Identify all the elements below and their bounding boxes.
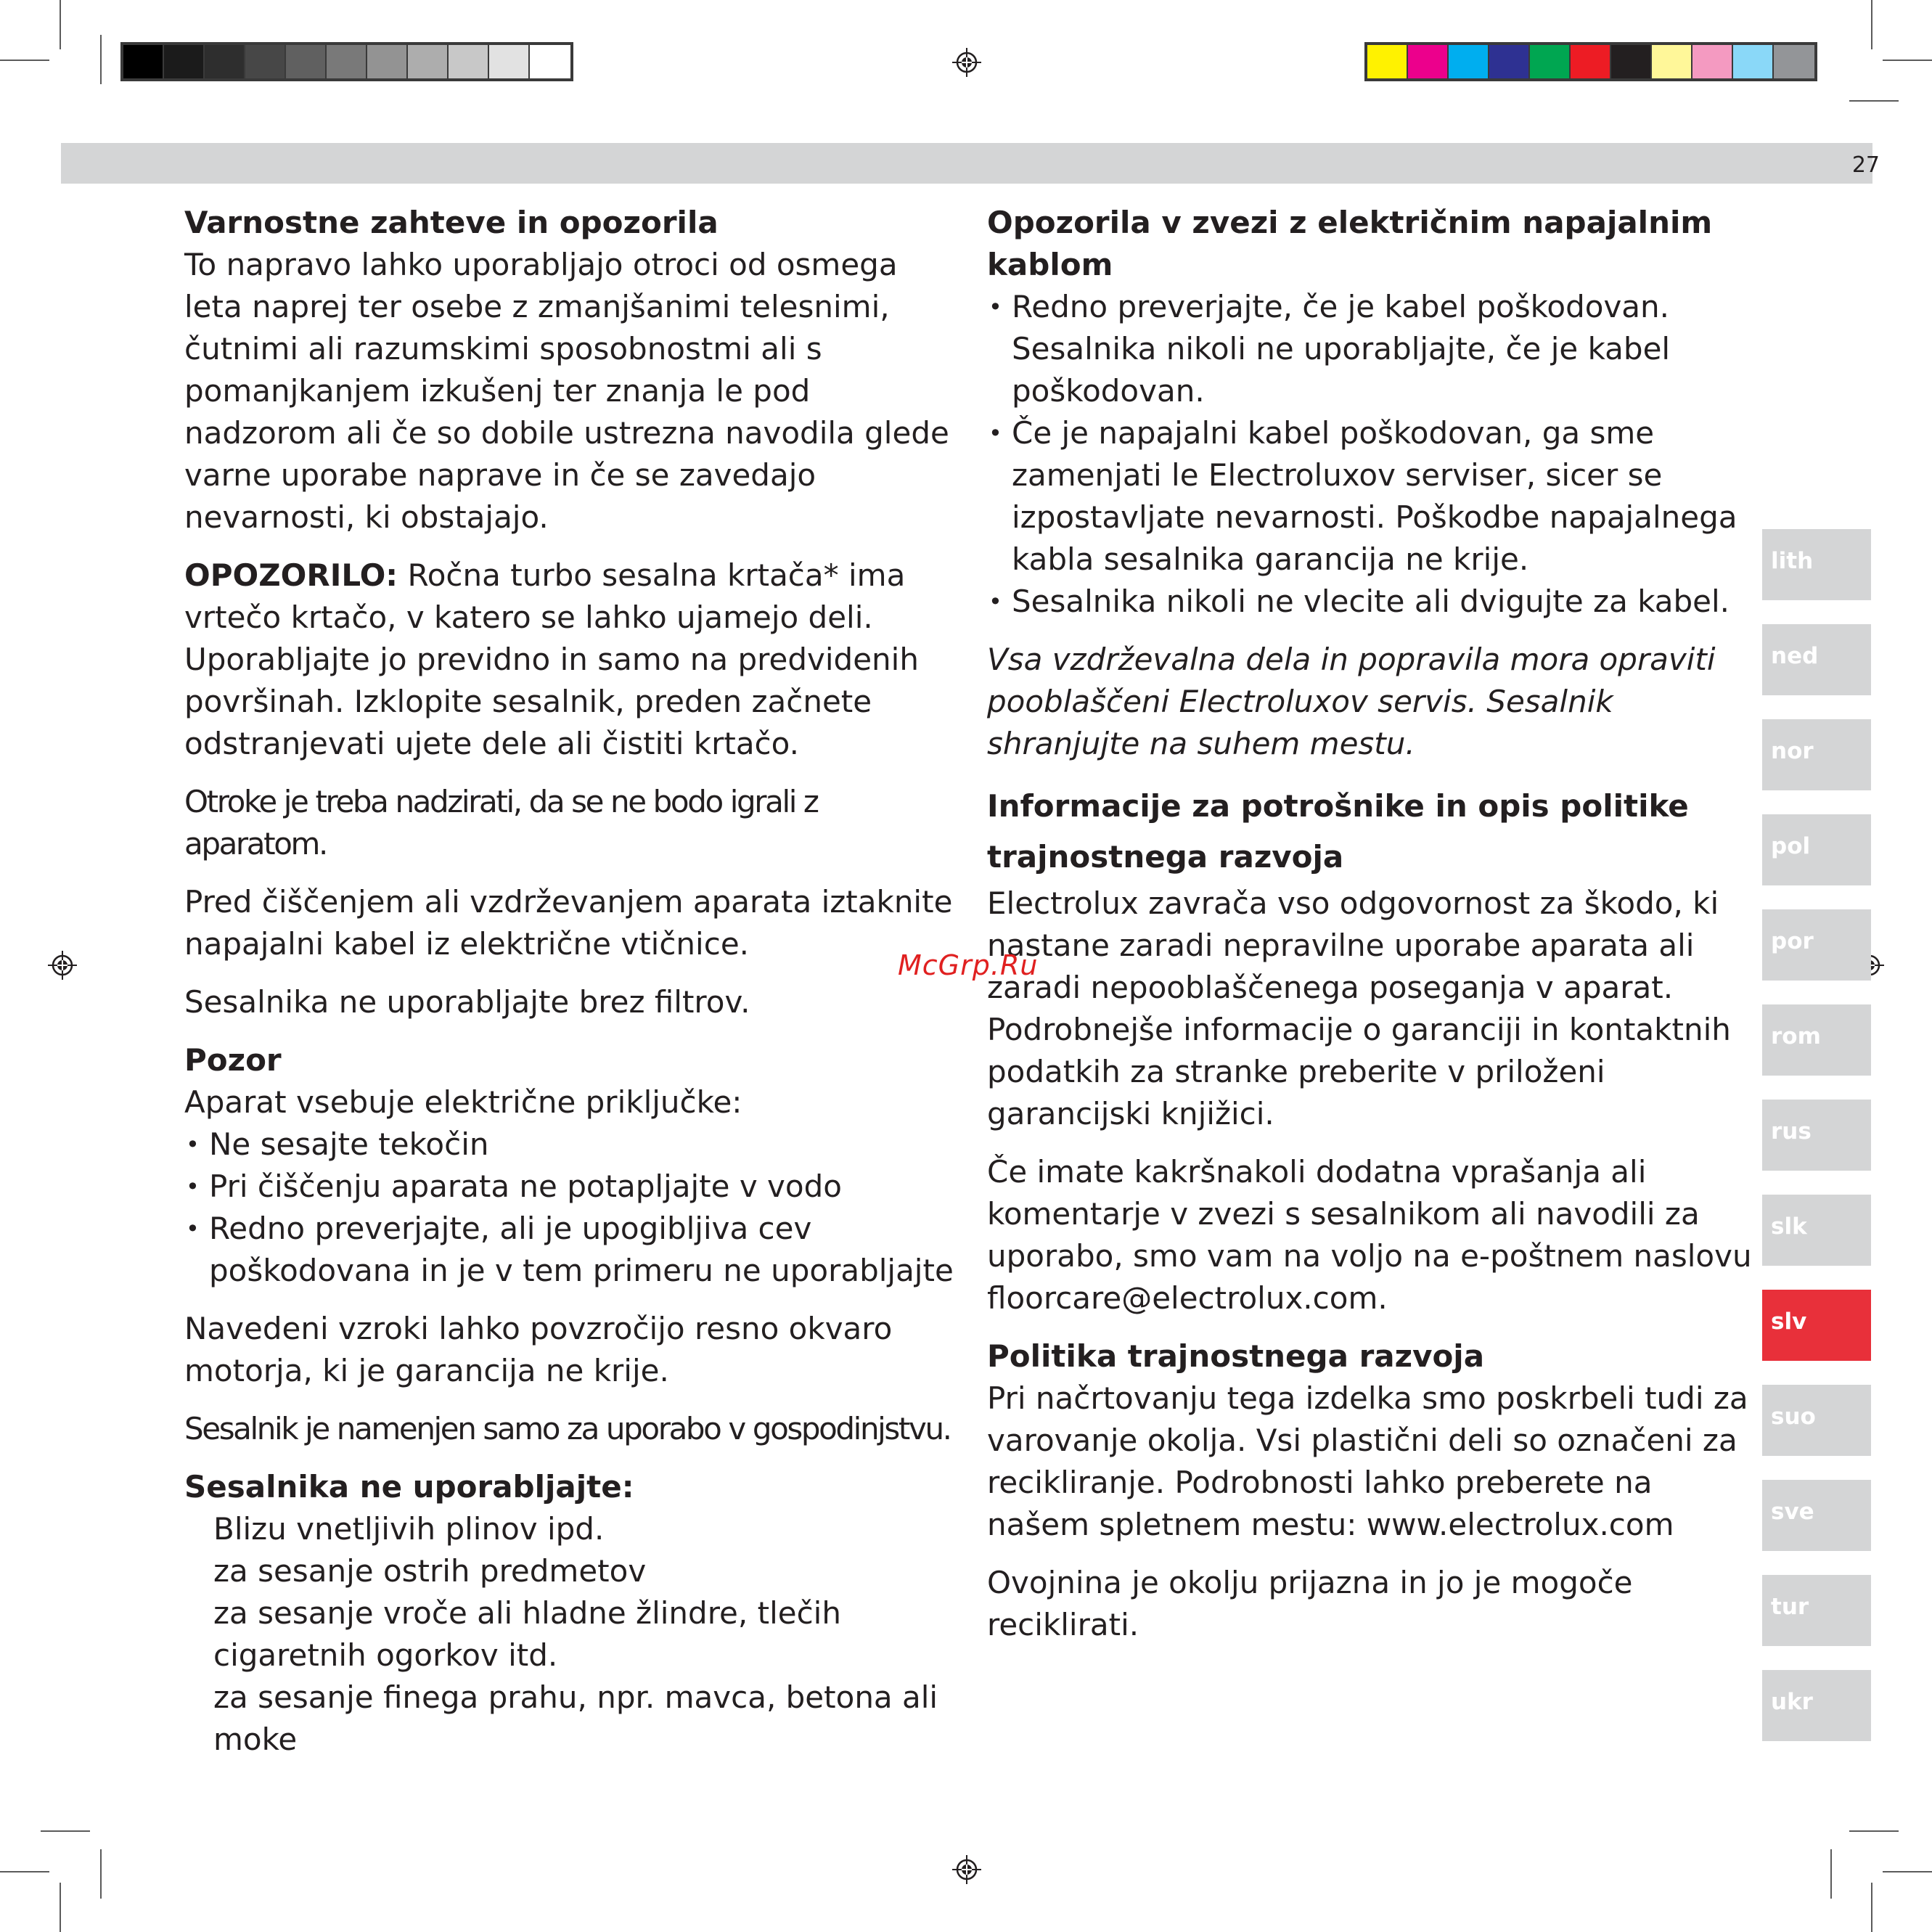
tab-rom[interactable]: rom (1762, 1004, 1871, 1076)
crop-mark (100, 35, 102, 84)
crop-mark (41, 1830, 90, 1832)
tab-rus[interactable]: rus (1762, 1100, 1871, 1171)
crop-mark (60, 1883, 61, 1932)
paragraph-caution: Aparat vsebuje električne priključke: (184, 1084, 742, 1120)
header-band (61, 143, 1872, 184)
heading-safety: Varnostne zahteve in opozorila (184, 205, 719, 240)
tab-lith[interactable]: lith (1762, 529, 1871, 600)
crop-mark (100, 1849, 102, 1899)
color-swatch (1652, 45, 1692, 78)
crop-mark (1871, 0, 1872, 49)
warning-text: Ročna turbo sesalna krtača* ima vrtečo krtačo, v katero se lahko ujamejo deli. Uporabljajte jo previdno in samo na predvidenih površinah. Izklopite sesalnik, preden začnete odstranjevati ujete dele ali čistiti krtačo. (184, 557, 919, 761)
tab-slk[interactable]: slk (1762, 1195, 1871, 1266)
tab-tur[interactable]: tur (1762, 1575, 1871, 1646)
crop-mark (0, 60, 49, 61)
paragraph-warning (184, 554, 954, 765)
color-swatch (530, 45, 570, 78)
crop-mark (1849, 100, 1899, 102)
crop-mark (1849, 1830, 1899, 1832)
color-swatch (1367, 45, 1408, 78)
list-item: • Ne sesajte tekočin (184, 1123, 954, 1166)
watermark: McGrp.Ru (898, 949, 1039, 981)
list-item: • Redno preverjajte, ali je upogibljiva cev poškodovana in je v tem primeru ne uporabljajte (184, 1208, 954, 1292)
paragraph-service: Vsa vzdrževalna dela in popravila mora opraviti pooblaščeni Electroluxov servis. Sesalnik shranjujte na suhem mestu. (987, 642, 1716, 761)
tab-pol[interactable]: pol (1762, 814, 1871, 885)
cable-list (987, 286, 1764, 623)
color-swatch (327, 45, 367, 78)
color-swatch (123, 45, 164, 78)
paragraph-damage: Navedeni vzroki lahko povzročijo resno okvaro motorja, ki je garancija ne krije. (184, 1311, 893, 1388)
tab-sve[interactable]: sve (1762, 1480, 1871, 1551)
list-item: za sesanje vroče ali hladne žlindre, tlečih cigaretnih ogorkov itd. (213, 1595, 841, 1673)
list-item: • Redno preverjajte, če je kabel poškodovan. Sesalnika nikoli ne uporabljajte, če je kabel poškodovan. (987, 286, 1764, 412)
tab-nor[interactable]: nor (1762, 719, 1871, 790)
heading-caution: Pozor (184, 1042, 282, 1078)
crop-mark (1883, 60, 1932, 61)
color-swatch (1571, 45, 1611, 78)
color-swatch (286, 45, 327, 78)
heading-cable: Opozorila v zvezi z električnim napajalnim kablom (987, 205, 1713, 282)
paragraph-packaging: Ovojnina je okolju prijazna in jo je mogoče reciklirati. (987, 1565, 1633, 1642)
paragraph-safety: To napravo lahko uporabljajo otroci od osmega leta naprej ter osebe z zmanjšanimi telesnimi, čutnimi ali razumskimi sposobnostmi ali s pomanjkanjem izkušenj ter znanja le pod nadzorom ali če so dobile ustrezna navodila glede varne uporabe naprave in če se zavedajo nevarnosti, ki obstajajo. (184, 247, 949, 535)
crop-mark (1871, 1883, 1872, 1932)
registration-mark-icon (48, 951, 77, 980)
registration-mark-icon (952, 1855, 981, 1884)
paragraph-children: Otroke je treba nadzirati, da se ne bodo igrali z aparatom. (184, 784, 818, 861)
grayscale-calibration-bar (120, 42, 573, 81)
tab-ukr[interactable]: ukr (1762, 1670, 1871, 1741)
color-swatch (1530, 45, 1571, 78)
tab-por[interactable]: por (1762, 909, 1871, 981)
list-item: • Pri čiščenju aparata ne potapljajte v vodo (184, 1166, 954, 1208)
warning-label: OPOZORILO: (184, 557, 398, 593)
heading-sustain: Politika trajnostnega razvoja (987, 1338, 1485, 1374)
color-calibration-bar (1364, 42, 1817, 81)
paragraph-sustain: Pri načrtovanju tega izdelka smo poskrbeli tudi za varovanje okolja. Vsi plastični deli so označeni za recikliranje. Podrobnosti lahko preberete na našem spletnem mestu: www.electrolux.com (987, 1380, 1748, 1542)
paragraph-liability: Electrolux zavrača vso odgovornost za škodo, ki nastane zaradi nepravilne uporabe aparata ali zaradi nepooblaščenega poseganja v aparat. Podrobnejše informacije o garanciji in kontaktnih podatkih za stranke preberite v priloženi garancijski knjižici. (987, 885, 1731, 1131)
list-item: Blizu vnetljivih plinov ipd. (213, 1511, 605, 1547)
dont-use-list (184, 1508, 954, 1761)
caution-list (184, 1123, 954, 1292)
list-item: • Sesalnika nikoli ne vlecite ali dvigujte za kabel. (987, 581, 1764, 623)
color-swatch (1449, 45, 1489, 78)
tab-ned[interactable]: ned (1762, 624, 1871, 695)
heading-dont-use: Sesalnika ne uporabljajte: (184, 1469, 634, 1505)
color-swatch (489, 45, 530, 78)
crop-mark (60, 0, 61, 49)
color-swatch (1692, 45, 1733, 78)
color-swatch (1774, 45, 1814, 78)
color-swatch (367, 45, 408, 78)
paragraph-unplug: Pred čiščenjem ali vzdrževanjem aparata iztaknite napajalni kabel iz električne vtičnice. (184, 884, 953, 962)
page-number: 27 (1851, 152, 1880, 178)
heading-consumer: Informacije za potrošnike in opis politike trajnostnega razvoja (987, 788, 1689, 875)
list-item: • Če je napajalni kabel poškodovan, ga sme zamenjati le Electroluxov serviser, sicer se izpostavljate nevarnosti. Poškodbe napajalnega kabla sesalnika garancija ne krije. (987, 412, 1764, 581)
crop-mark (1830, 1849, 1832, 1899)
color-swatch (408, 45, 449, 78)
tab-suo[interactable]: suo (1762, 1385, 1871, 1456)
color-swatch (1408, 45, 1449, 78)
paragraph-filters: Sesalnika ne uporabljajte brez filtrov. (184, 984, 750, 1020)
list-item: za sesanje finega prahu, npr. mavca, betona ali moke (213, 1679, 938, 1757)
paragraph-contact: Če imate kakršnakoli dodatna vprašanja ali komentarje v zvezi s sesalnikom ali navodili za uporabo, smo vam na voljo na e-poštnem naslovu floorcare@electrolux.com. (987, 1154, 1752, 1316)
right-column (987, 202, 1764, 1662)
registration-mark-icon (952, 48, 981, 77)
color-swatch (1611, 45, 1652, 78)
paragraph-household: Sesalnik je namenjen samo za uporabo v gospodinjstvu. (184, 1411, 951, 1446)
color-swatch (205, 45, 245, 78)
color-swatch (449, 45, 489, 78)
left-column (184, 202, 954, 1761)
crop-mark (1883, 1871, 1932, 1872)
color-swatch (164, 45, 205, 78)
color-swatch (245, 45, 286, 78)
crop-mark (0, 1871, 49, 1872)
list-item: za sesanje ostrih predmetov (213, 1553, 647, 1589)
color-swatch (1733, 45, 1774, 78)
color-swatch (1489, 45, 1530, 78)
tab-slv[interactable]: slv (1762, 1290, 1871, 1361)
